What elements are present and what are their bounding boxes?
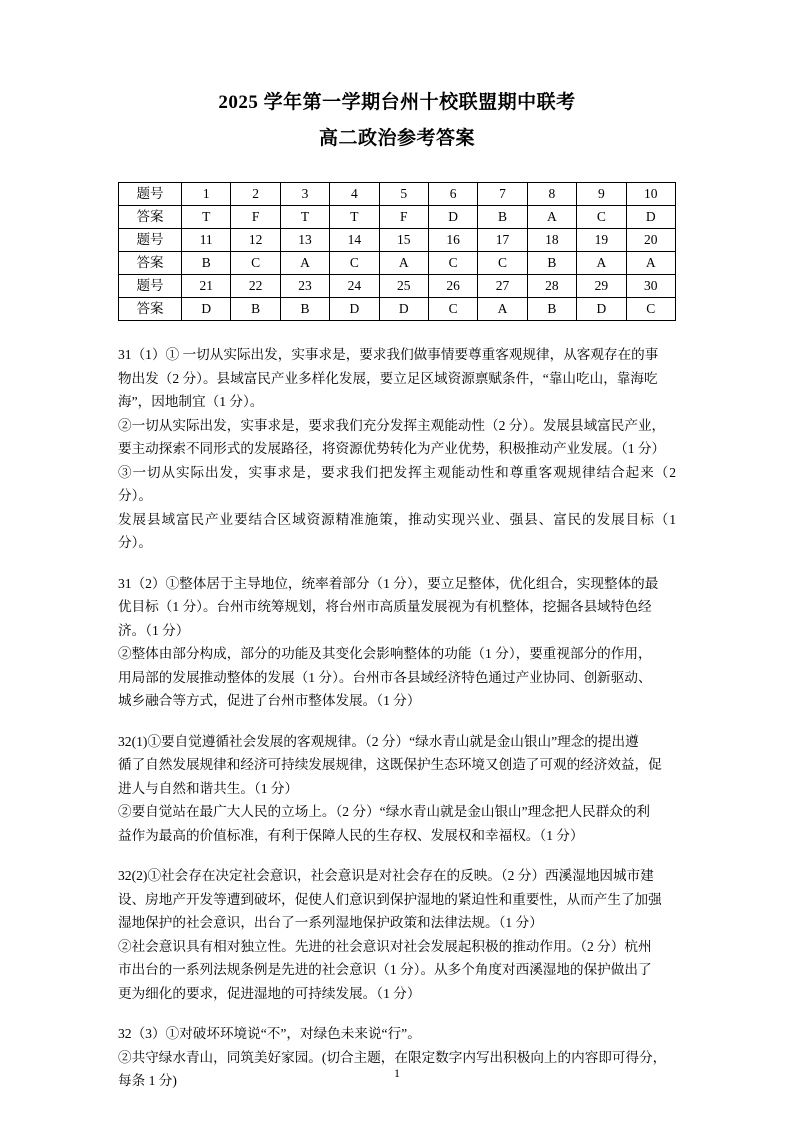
table-cell: B [527,252,576,275]
answers-table-body [119,183,676,321]
table-cell: 3 [280,183,329,206]
table-cell: D [182,298,231,321]
table-cell: B [478,206,527,229]
table-cell: A [280,252,329,275]
table-row [119,183,676,206]
table-cell: 23 [280,275,329,298]
answer-line: 市出台的一系列法规条例是先进的社会意识（1 分）。从多个角度对西溪湿地的保护做出了 [118,962,652,977]
table-cell: C [626,298,675,321]
answer-block-q32-2 [118,864,676,1005]
table-cell: 30 [626,275,675,298]
table-cell: 6 [428,183,477,206]
table-row [119,298,676,321]
table-cell: D [428,206,477,229]
objective-answers-table [118,182,676,321]
answer-line: 每条 1 分) [118,1073,177,1088]
table-cell: B [280,298,329,321]
answer-block-q32-3 [118,1022,676,1093]
answer-line: 要主动探索不同形式的发展路径，将资源优势转化为产业优势，积极推动产业发展。（1 分） [118,441,666,456]
table-cell: A [478,298,527,321]
answer-block-q31-2 [118,572,676,713]
table-row [119,206,676,229]
table-cell: 19 [577,229,626,252]
table-cell: 24 [330,275,379,298]
table-row [119,275,676,298]
table-cell: C [478,252,527,275]
table-cell: 27 [478,275,527,298]
table-row-label: 题号 [119,183,182,206]
table-cell: C [577,206,626,229]
table-cell: C [330,252,379,275]
table-cell: A [577,252,626,275]
answer-line: 设、房地产开发等遭到破坏，促使人们意识到保护湿地的紧迫性和重要性，从而产生了加强 [118,891,662,907]
answer-line: 湿地保护的社会意识，出台了一系列湿地保护政策和法律法规。（1 分） [118,915,543,930]
answer-line: 32（3）①对破坏环境说“不”，对绿色未来说“行”。 [118,1026,421,1041]
answer-line: 益作为最高的价值标准，有利于保障人民的生存权、发展权和幸福权。（1 分） [118,827,584,843]
answer-block-q32-1 [118,730,676,848]
table-cell: 26 [428,275,477,298]
table-cell: 8 [527,183,576,206]
answer-line: 用局部的发展推动整体的发展（1 分）。台州市各县域经济特色通过产业协同、创新驱动、 [118,669,652,685]
answer-line: 济。（1 分） [118,622,190,638]
table-cell: C [428,252,477,275]
table-cell: 12 [231,229,280,252]
answer-line: 进人与自然和谐共生。（1 分） [118,780,299,796]
table-row [119,252,676,275]
answer-line: ③一切从实际出发，实事求是，要求我们把发挥主观能动性和尊重客观规律结合起来（2 分）。 [118,464,676,503]
table-cell: 10 [626,183,675,206]
table-cell: B [231,298,280,321]
table-cell: 13 [280,229,329,252]
table-cell: 20 [626,229,675,252]
table-cell: 14 [330,229,379,252]
page-number: 1 [394,1066,400,1080]
table-cell: B [527,298,576,321]
page-subtitle: 高二政治参考答案 [318,128,475,149]
table-cell: C [428,298,477,321]
table-cell: D [330,298,379,321]
table-cell: 29 [577,275,626,298]
answer-line: 优目标（1 分）。台州市统筹规划，将台州市高质量发展视为有机整体，挖掘各县域特色经 [118,599,652,614]
table-cell: F [231,206,280,229]
subjective-answers [118,343,676,1093]
answer-line: 更为细化的要求，促进湿地的可持续发展。（1 分） [118,985,421,1001]
table-cell: 28 [527,275,576,298]
table-cell: 16 [428,229,477,252]
table-cell: D [577,298,626,321]
page-title: 2025 学年第一学期台州十校联盟期中联考 [218,92,576,113]
answer-line: 31（2）①整体居于主导地位，统率着部分（1 分），要立足整体，优化组合，实现整体的最 [118,575,659,591]
document-header [118,0,676,154]
table-cell: F [379,206,428,229]
table-cell: 15 [379,229,428,252]
table-cell: T [330,206,379,229]
answer-line: 城乡融合等方式，促进了台州市整体发展。（1 分） [118,693,421,708]
answer-line: 海”，因地制宜（1 分）。 [118,394,264,409]
table-row [119,229,676,252]
answer-line: 发展县域富民产业要结合区域资源精准施策，推动实现兴业、强县、富民的发展目标（1 分）。 [118,511,676,550]
table-cell: T [182,206,231,229]
table-row-label: 答案 [119,252,182,275]
answer-line: 32(1)①要自觉遵循社会发展的客观规律。（2 分）“绿水青山就是金山银山”理念的提出遵 [118,733,639,749]
table-cell: A [379,252,428,275]
answer-line: 物出发（2 分）。县域富民产业多样化发展，要立足区域资源禀赋条件，“靠山吃山，靠海吃 [118,370,658,386]
table-cell: A [527,206,576,229]
table-cell: A [626,252,675,275]
table-cell: 11 [182,229,231,252]
answer-line: 32(2)①社会存在决定社会意识，社会意识是对社会存在的反映。（2 分）西溪湿地因城市建 [118,868,654,883]
table-cell: 18 [527,229,576,252]
table-row-label: 答案 [119,206,182,229]
table-cell: 5 [379,183,428,206]
table-cell: 7 [478,183,527,206]
table-cell: T [280,206,329,229]
table-cell: 25 [379,275,428,298]
table-cell: B [182,252,231,275]
table-cell: 2 [231,183,280,206]
table-cell: 9 [577,183,626,206]
objective-answers-table-wrap [118,182,676,321]
answer-block-q31-1 [118,343,676,555]
table-cell: D [626,206,675,229]
table-cell: 17 [478,229,527,252]
table-cell: D [379,298,428,321]
table-cell: C [231,252,280,275]
table-cell: 21 [182,275,231,298]
table-cell: 4 [330,183,379,206]
answer-line: ②一切从实际出发，实事求是，要求我们充分发挥主观能动性（2 分）。发展县域富民产业， [118,417,666,433]
answer-line: ②共守绿水青山，同筑美好家园。(切合主题，在限定数字内写出积极向上的内容即可得分， [118,1049,667,1065]
table-cell: 1 [182,183,231,206]
answer-line: 循了自然发展规律和经济可持续发展规律，这既保护生态环境又创造了可观的经济效益，促 [118,757,662,772]
answer-line: 31（1）① 一切从实际出发，实事求是，要求我们做事情要尊重客观规律，从客观存在的事 [118,347,659,362]
table-cell: 22 [231,275,280,298]
answer-line: ②社会意识具有相对独立性。先进的社会意识对社会发展起积极的推动作用。（2 分）杭州 [118,938,652,954]
answer-line: ②整体由部分构成，部分的功能及其变化会影响整体的功能（1 分），要重视部分的作用， [118,646,652,661]
answer-line: ②要自觉站在最广大人民的立场上。（2 分）“绿水青山就是金山银山”理念把人民群众的利 [118,804,651,819]
table-row-label: 题号 [119,229,182,252]
table-row-label: 答案 [119,298,182,321]
table-row-label: 题号 [119,275,182,298]
